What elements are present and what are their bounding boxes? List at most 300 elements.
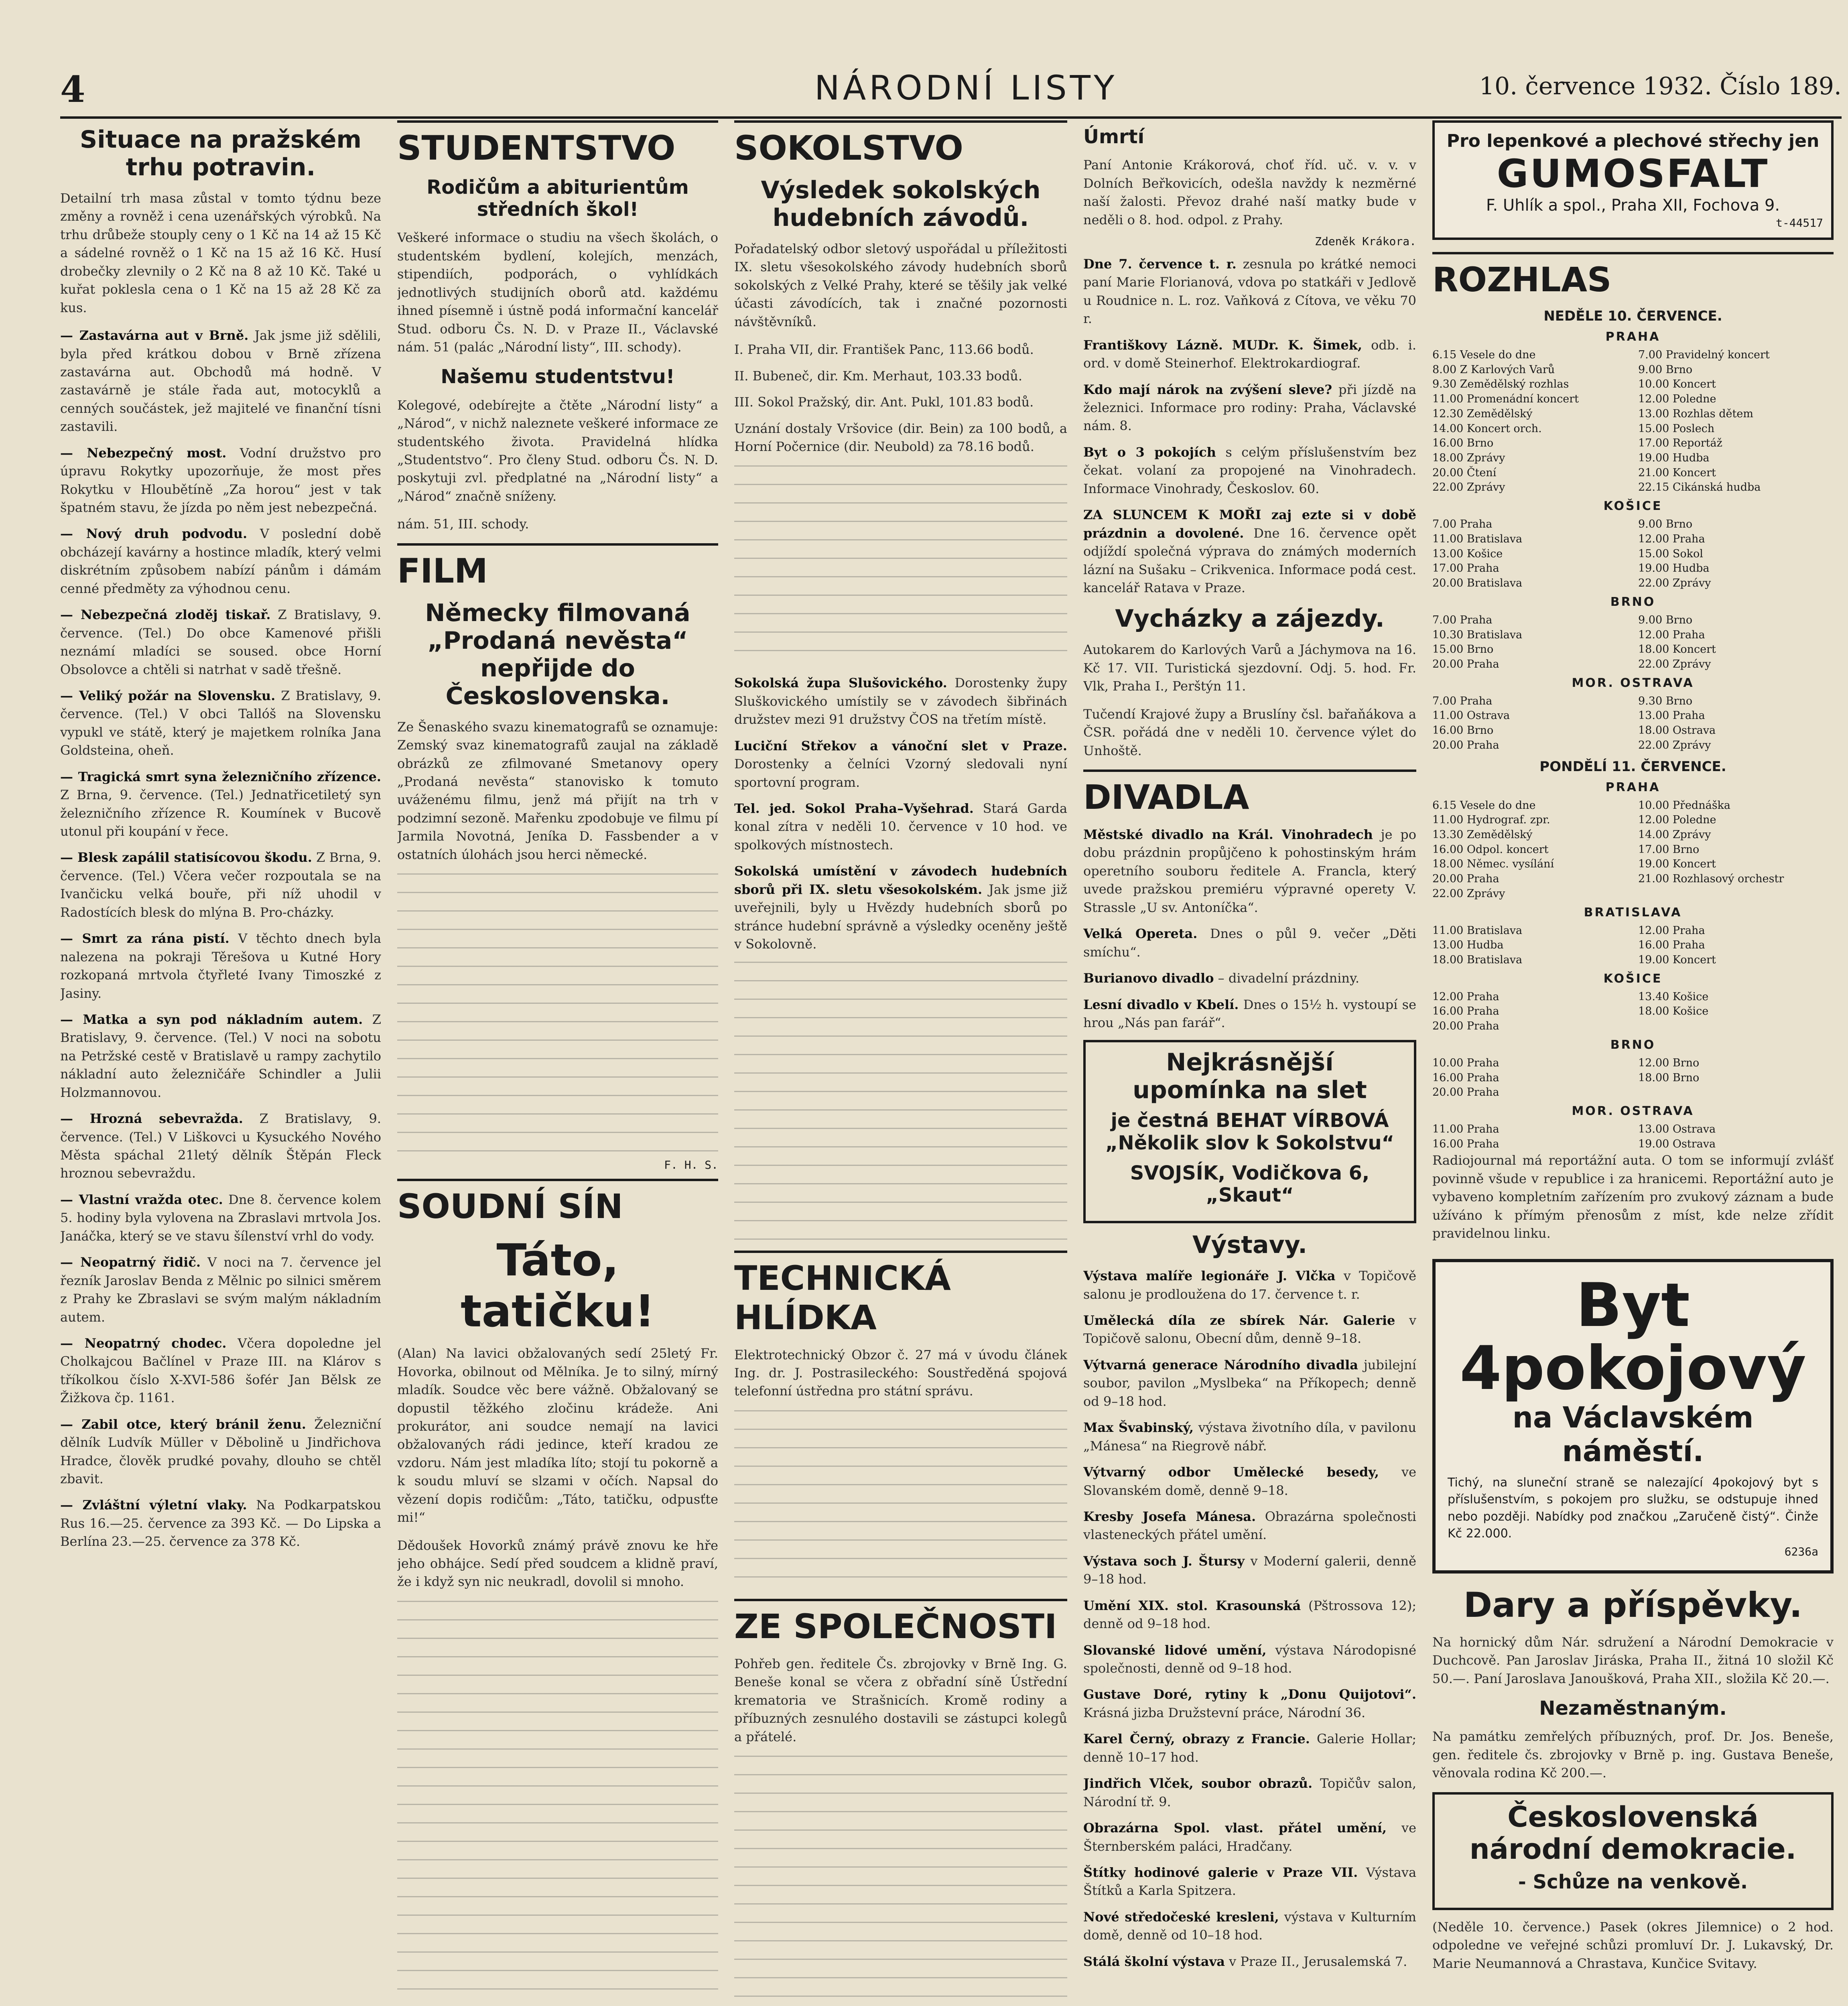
radio-schedule-line: 15.00 Poslech (1638, 422, 1715, 435)
sokol-items (734, 674, 1067, 953)
radio-schedule-line: 16.00 Odpol. koncert (1432, 843, 1549, 856)
radio-schedule-line: 11.00 Ostrava (1432, 709, 1510, 722)
news-item-text: Dorostenky župy Sluškovického umístily se v závodech šibřinách družstev mezi 91 družstvy ČOS na třetím místě. (734, 675, 1067, 727)
radio-schedule-line: 17.00 Reportáž (1638, 437, 1722, 450)
article-body-nezamestnanym: Na památku zemřelých příbuzných, prof. Dr. Jos. Beneše, gen. ředitele čs. zbrojovky v Brně p. ing. Gustava Beneše, věnovala rodina Kč 200.—. (1432, 1729, 1834, 1781)
radio-schedule-line: 7.00 Praha (1432, 613, 1493, 626)
radio-schedule-line: 20.00 Praha (1432, 1086, 1499, 1099)
radio-schedule-line: 7.00 Praha (1432, 518, 1493, 531)
article-body-abiturienti: Veškeré informace o studiu na všech školách, o studentském bydlení, kolejích, menzách, stipendiích, podporách, o vyhlídkách jednotlivých studijních oborů atd. každému ihned písemně i ústně podá informační kancelář Stud. odboru Čs. N. D. v Praze II., Václavské nám. 51 (palác „Národní listy“, III. schody). (397, 230, 718, 355)
radio-schedule-line: 14.00 Koncert orch. (1432, 422, 1542, 435)
news-item-text: výstava životního díla, v pavilonu „Mánesa“ na Riegrově nábř. (1083, 1420, 1416, 1454)
news-item-head: Nové středočeské kresleni, (1083, 1909, 1279, 1925)
news-item (1083, 1356, 1416, 1411)
radio-schedule-line: 11.00 Bratislava (1432, 532, 1523, 545)
ad-code: t-44517 (1775, 216, 1823, 229)
radio-schedule-line: 22.00 Zprávy (1638, 739, 1711, 751)
news-item (60, 444, 381, 517)
news-item-text: V těchto dnech byla nalezena na pokraji Těrešova u Kutné Hory rozkopaná mrtvola čtyřleté Ivany Timoszké z Jasiny. (60, 931, 381, 1001)
radio-schedule (1432, 694, 1834, 753)
news-item-head: ZA SLUNCEM K MOŘI zaj ezte si v době prázdnin a dovolené. (1083, 507, 1416, 541)
exhibition-items (1083, 1267, 1416, 1971)
section-title-soudni-sin: SOUDNÍ SÍN (397, 1179, 718, 1226)
news-item-head: Byt o 3 pokojích (1083, 444, 1216, 460)
radio-schedule-line: 16.00 Praha (1638, 939, 1705, 952)
section-title-vystavy: Výstavy. (1192, 1231, 1307, 1259)
news-item-text: Galerie Hollar; denně 10–17 hod. (1083, 1731, 1416, 1765)
radio-schedule-line: 19.00 Hudba (1638, 452, 1710, 465)
article-body-society: Pohřeb gen. ředitele Čs. zbrojovky v Brně Ing. G. Beneše konal se včera z obřadní síně Ústřední krematoria ve Strašnicích. Kromě rodiny a příbuzných zesnulého dostavili se zástupci kolegů a přátelé. (734, 1656, 1067, 1744)
radio-schedule-line: 18.00 Němec. vysílání (1432, 858, 1554, 871)
article-body-studentstvu: Kolegové, odebírejte a čtěte „Národní listy“ a „Národ“, v nichž naleznete veškeré informace ze studentského života. Pravidelná hlídka „Studentstvo“. Pro členy Stud. odboru Čs. N. D. poskytuji zvl. předplatné na „Národní listy“ a „Národ“ značně sníženy. (397, 397, 718, 504)
article-body-court: (Alan) Na lavici obžalovaných sedí 25letý Fr. Hovorka, obilnout od Mělníka. Je to silný, mírný mladík. Soudce věc bere vážně. Obžalovaný se dopustil těžkého zločinu krádeže. Ani prokurátor, ani soudce nemají na lavici obžalovaných rádi jedince, kteří kradou ze vzdoru. Nám jest mladíka líto; stojí tu pokorně a k soudu mluví se slzami v očích. Napsal do vězení dopis rodičům: „Táto, tatičku, odpusťte mi!“ (397, 1346, 718, 1525)
dateline: 10. července 1932. Číslo 189. (1479, 72, 1842, 100)
column-5 (1432, 120, 1834, 2006)
news-item (1083, 506, 1416, 597)
news-item-head: — Tragická smrt syna železničního zřízence. (60, 769, 381, 784)
radio-station-name: MOR. OSTRAVA (1572, 676, 1694, 690)
news-item-text: – divadelní prázdniny. (1218, 971, 1360, 986)
section-title-divadla: DIVADLA (1083, 770, 1416, 817)
news-item (734, 862, 1067, 953)
radio-schedule-line: 11.00 Hydrograf. zpr. (1432, 814, 1550, 826)
news-item-head: — Nový druh podvodu. (60, 526, 248, 542)
news-item-head: Stálá školní výstava (1083, 1953, 1225, 1969)
ad-subtitle: na Václavském náměstí. (1512, 1400, 1754, 1468)
news-item-head: Kdo mají nárok na zvýšení sleve? (1083, 382, 1332, 397)
radio-schedule-line: 7.00 Pravidelný koncert (1638, 349, 1770, 361)
radio-schedule-line: 15.00 Sokol (1638, 547, 1703, 560)
radio-schedule (1432, 1122, 1834, 1151)
upominka-shop: SVOJSÍK, Vodičkova 6, „Skaut“ (1130, 1161, 1370, 1206)
news-item-head: — Hrozná sebevražda. (60, 1111, 243, 1127)
radio-schedule-line: 15.00 Brno (1432, 643, 1494, 656)
news-item-head: Městské divadlo na Král. Vinohradech (1083, 827, 1373, 842)
radio-schedule (1432, 1056, 1834, 1100)
radio-schedule-line: 21.00 Koncert (1638, 466, 1716, 479)
radio-schedule-line: 20.00 Čtení (1432, 466, 1497, 479)
news-item-head: — Nebezpečný most. (60, 445, 227, 461)
news-item (60, 525, 381, 598)
news-item-head: Výstava malíře legionáře J. Vlčka (1083, 1268, 1336, 1284)
radio-schedule-line: 12.00 Praha (1432, 990, 1499, 1003)
news-item (1083, 381, 1416, 435)
radio-schedule-line: 12.30 Zemědělský (1432, 407, 1533, 420)
article-body-dary: Na hornický dům Nár. sdružení a Národní Demokracie v Duchcově. Pan Jaroslav Jiráska, Praha II., žitná 10 složil Kč 50.—. Paní Jaroslava Janoušková, Praha XII., složila Kč 20.—. (1432, 1634, 1834, 1686)
upominka-sub: je čestná BEHAT VÍRBOVÁ „Několik slov k Sokolstvu“ (1105, 1109, 1395, 1154)
news-item (1083, 336, 1416, 373)
news-item-text: Obrazárna společnosti vlasteneckých přátel umění. (1083, 1509, 1416, 1543)
news-item-head: — Blesk zapálil statisícovou škodu. (60, 850, 312, 865)
section-title-nezamestnanym: Nezaměstnaným. (1539, 1697, 1727, 1720)
article-body-tech: Elektrotechnický Obzor č. 27 má v úvodu článek Ing. dr. J. Postrasileckého: Soustředěná spojová telefonní ústředna pro státní správu. (734, 1347, 1067, 1399)
news-item (1083, 826, 1416, 917)
radio-schedule-line: 9.00 Brno (1638, 518, 1693, 531)
radio-schedule-line: 20.00 Praha (1432, 739, 1499, 751)
ad-line: F. Uhlík a spol., Praha XII, Fochova 9. (1486, 196, 1780, 215)
article-title-abiturienti: Rodičům a abiturientům středních škol! (426, 176, 689, 221)
section-title-sokolstvo: SOKOLSTVO (734, 120, 1067, 168)
result-line: III. Sokol Pražský, dir. Ant. Pukl, 101.83 bodů. (734, 394, 1034, 410)
article-body-vychazky-2: Tučendí Krajové župy a Bruslíny čsl. bařaňákova a ČSR. pořádá dne v neděli 10. července výlet do Unhoště. (1083, 706, 1416, 758)
news-item-head: Umělecká díla ze sbírek Nár. Galerie (1083, 1313, 1395, 1328)
news-item (60, 849, 381, 922)
radio-schedule-line: 14.00 Zprávy (1638, 828, 1711, 841)
radio-schedule-line: 18.00 Bratislava (1432, 954, 1523, 966)
news-item-text: Z Bratislavy, 9. července. (Tel.) Do obce Kamenové přišli neznámí mladíci se soused. obce Horní Obsolovce a chtěli si natrhat v sadě třešně. (60, 607, 381, 677)
notice-umrti: Paní Antonie Krákorová, choť říd. uč. v. v. v Dolních Beřkovicích, odešla navždy k nezměrné naší žalosti. Převoz drahé naší matky bude v neděli o 8. hod. odpol. z Prahy. (1083, 157, 1416, 227)
news-item-text: je po dobu prázdnin propůjčeno k pohostinským hrám operetního souboru ředitele A. Francla, který uvede pražskou premiéru výpravné operety V. Strassle „U sv. Antoníčka“. (1083, 827, 1416, 915)
news-item-text: Dorostenky a čelníci Vzorný sledovali nyní sportovní program. (734, 756, 1067, 790)
ad-code: 6236a (1784, 1545, 1818, 1559)
masthead: NÁRODNÍ LISTY (814, 68, 1118, 108)
news-item (1083, 1463, 1416, 1500)
radio-schedule-line: 6.15 Vesele do dne (1432, 349, 1536, 361)
news-item (1083, 1597, 1416, 1633)
radio-schedule-line: 21.00 Rozhlasový orchestr (1638, 873, 1784, 885)
radio-schedule-line: 16.00 Praha (1432, 1071, 1499, 1084)
news-item-head: — Zvláštní výletní vlaky. (60, 1497, 247, 1513)
news-item (1083, 255, 1416, 328)
news-item-text: výstava v Kulturním domě, denně od 10–18 hod. (1083, 1909, 1416, 1943)
news-item-head: — Neopatrný řidič. (60, 1255, 201, 1270)
news-item-head: Výstava soch J. Štursy (1083, 1553, 1245, 1569)
text-block (397, 873, 718, 1154)
radio-schedule-line: 18.00 Brno (1638, 1071, 1700, 1084)
news-item-head: Sokolská župa Slušovického. (734, 675, 947, 691)
radio-schedule-line: 18.00 Košice (1638, 1005, 1709, 1018)
news-item (1083, 1267, 1416, 1303)
radio-schedule-line: 9.00 Brno (1638, 363, 1693, 376)
radio-schedule (1432, 613, 1834, 672)
ad-title: Byt 4pokojový (1460, 1270, 1806, 1404)
news-item-text: v Praze II., Jerusalemská 7. (1229, 1953, 1407, 1969)
radio-schedule-line: 20.00 Praha (1432, 1020, 1499, 1033)
news-item-text: v Topičově salonu je prodloužena do 17. července t. r. (1083, 1268, 1416, 1302)
radio-schedule-line: 17.00 Brno (1638, 843, 1700, 856)
radio-schedule-line: 19.00 Ostrava (1638, 1137, 1716, 1150)
news-item-text: Topičův salon, Národní tř. 9. (1083, 1776, 1416, 1809)
news-item (1083, 1508, 1416, 1544)
radio-schedule-line: 18.00 Zprávy (1432, 452, 1505, 465)
news-item (1083, 1953, 1416, 1971)
news-item (1083, 1908, 1416, 1945)
radio-schedule-line: 16.00 Brno (1432, 724, 1494, 737)
article-title-tatičku: Táto, tatičku! (461, 1234, 655, 1337)
radio-schedule-line: 10.00 Koncert (1638, 378, 1716, 391)
news-item (1083, 1641, 1416, 1678)
text-block (734, 1410, 1067, 1591)
news-item-text: v Moderní galerii, denně 9–18 hod. (1083, 1553, 1416, 1587)
party-title: Československá národní demokracie. (1469, 1800, 1797, 1866)
news-item-head: Obrazárna Spol. vlast. přátel umění, (1083, 1820, 1387, 1836)
news-item (734, 800, 1067, 854)
text-block (734, 962, 1067, 1243)
news-item-text: Krásná jizba Družstevní práce, Národní 36. (1083, 1705, 1366, 1720)
radio-station-name: KOŠICE (1603, 499, 1663, 514)
radio-station-name: BRATISLAVA (1584, 905, 1682, 920)
news-item-text: V poslední době obcházejí kavárny a hostince mladík, který velmi diskrétním způsobem nabízí pánům i dámám cenné předměty za výhodnou cenu. (60, 526, 381, 596)
news-item-head: Max Švabinský, (1083, 1420, 1194, 1435)
news-item-text: Jak jsme již sdělili, byla před krátkou dobou v Brně zřízena zastavárna aut. Obchodů má hodně. V zastavárně je stále řada aut, motocyklů a cenných součástek, jež majitelé ve finanční tísni zastavili. (60, 328, 381, 434)
news-item (60, 687, 381, 760)
news-item-text: ve Slovanském domě, denně 9–18. (1083, 1464, 1416, 1498)
upominka-title: Nejkrásnější upomínka na slet (1133, 1048, 1367, 1105)
news-items (60, 327, 381, 1488)
page-header (60, 64, 1842, 119)
news-item (60, 1415, 381, 1488)
radio-schedule-line: 9.00 Brno (1638, 613, 1693, 626)
news-item (60, 930, 381, 1003)
section-title-ze-spolecnosti: ZE SPOLEČNOSTI (734, 1599, 1067, 1646)
news-item (1083, 1685, 1416, 1722)
radio-schedule-line: 12.00 Poledne (1638, 393, 1716, 406)
article-body-party: (Neděle 10. července.) Pasek (okres Jilemnice) o 2 hod. odpoledne ve veřejné schůzi promluví Dr. J. Lukavský, Dr. Marie Neumannová a Chrastava, Kunčice Svitavy. (1432, 1919, 1834, 1971)
news-item-text: při jízdě na železnici. Informace pro rodiny: Praha, Václavské nám. 8. (1083, 382, 1416, 434)
theatre-items (1083, 826, 1416, 1032)
news-item-head: Luciční Střekov a vánoční slet v Praze. (734, 738, 1067, 753)
radio-schedule-line: 13.00 Praha (1638, 709, 1705, 722)
radio-schedule-line: 22.00 Zprávy (1432, 887, 1505, 900)
radio-schedule-line: 13.40 Košice (1638, 990, 1709, 1003)
radio-schedule-line: 11.00 Bratislava (1432, 924, 1523, 937)
column-4 (1083, 120, 1416, 2006)
article-address: nám. 51, III. schody. (397, 516, 529, 532)
radio-schedule-line: 13.30 Zemědělský (1432, 828, 1533, 841)
section-title-dary: Dary a příspěvky. (1463, 1585, 1803, 1626)
text-block (397, 1601, 718, 2006)
radio-schedule-line: 10.00 Přednáška (1638, 799, 1731, 812)
radio-station-name: BRNO (1610, 1038, 1656, 1052)
text-block (734, 465, 1067, 666)
radio-schedule-line: 19.00 Koncert (1638, 954, 1716, 966)
radio-schedule (1432, 798, 1834, 901)
news-item-head: — Zastavárna aut v Brně. (60, 328, 249, 343)
news-item-head: Burianovo divadlo (1083, 971, 1214, 986)
ad-brand: GUMOSFALT (1497, 151, 1769, 196)
news-item-head: Tel. jed. Sokol Praha–Vyšehrad. (734, 801, 974, 816)
news-item (60, 327, 381, 436)
news-item-text: Výstava Štítků a Karla Spitzera. (1083, 1864, 1416, 1898)
section-title-film: FILM (397, 543, 718, 591)
news-item-head: — Nebezpečná zloděj tiskař. (60, 607, 271, 623)
news-item-text: ve Šternberském paláci, Hradčany. (1083, 1820, 1416, 1854)
radio-schedule-line: 13.00 Rozhlas dětem (1638, 407, 1753, 420)
article-title-film: Německy filmovaná „Prodaná nevěsta“ nepřijde do Československa. (425, 599, 690, 710)
news-item-text: Z Bratislavy, 9. července. (Tel.) V obci Tallóš na Slovensku vypukl ve státě, který je majetkem rolníka Jana Goldsteina, oheň. (60, 688, 381, 758)
news-item-head: Lesní divadlo v Kbelí. (1083, 997, 1239, 1012)
radio-schedule-line: 8.00 Z Karlových Varů (1432, 363, 1555, 376)
news-item (1083, 1730, 1416, 1766)
radio-schedule-line: 16.00 Praha (1432, 1005, 1499, 1018)
section-title-rozhlas: ROZHLAS (1432, 252, 1834, 299)
section-title-studentstvo: STUDENTSTVO (397, 120, 718, 168)
radio-schedule-line: 11.00 Praha (1432, 1123, 1499, 1136)
radio-schedule-line: 12.00 Brno (1638, 1056, 1700, 1069)
ad-line: Pro lepenkové a plechové střechy jen (1446, 131, 1820, 151)
radio-schedule-line: 22.15 Cikánská hudba (1638, 481, 1761, 494)
news-item-text: zesnula po krátké nemoci paní Marie Florianová, vdova po statkáři v Jedlově u Roudnice n. L. roz. Vaňková z Cítova, ve věku 70 r. (1083, 256, 1416, 327)
radio-schedule-line: 22.00 Zprávy (1638, 658, 1711, 670)
news-item-text: Z Bratislavy, 9. července. (Tel.) V noci na sobotu na Petržské cestě v Bratislavě u rampy zachytilo nákladní auto železničáře Schindler a Julii Holzmannovou. (60, 1011, 381, 1100)
news-item (1083, 1819, 1416, 1856)
column-2 (397, 120, 718, 2006)
notice-items (1083, 255, 1416, 597)
article-title-market: Situace na pražském trhu potravin. (79, 126, 362, 181)
news-item-text: odb. i. ord. v domě Steinerhof. Elektrokardiograf. (1083, 337, 1416, 371)
news-item-text: Dnes o 15½ h. vystoupí se hrou „Nás pan farář“. (1083, 997, 1416, 1030)
news-item (1083, 443, 1416, 498)
news-item-head: Karel Černý, obrazy z Francie. (1083, 1731, 1310, 1747)
radio-schedule-line: 6.15 Vesele do dne (1432, 799, 1536, 812)
news-item-text: Včera dopoledne jel Cholkajcou Bačlínel v Praze III. na Klárov s tříkolkou číslo X-XVI-586 šofér Jan Bělsk ze Žižkova čp. 1161. (60, 1335, 381, 1406)
column-3 (734, 120, 1067, 2006)
news-item-text: Z Brna, 9. července. (Tel.) Jednatřicetiletý syn železničního zřízence R. Koumínek v Bucově utonul při koupání v řece. (60, 787, 381, 839)
news-item-text: Vodní družstvo pro úpravu Rokytky upozorňuje, že most přes Rokytku v Hloubětíně „Za horou“ jest v tak špatném stavu, že jízda po něm jest nebezpečná. (60, 445, 381, 515)
news-item-text: Dnes o půl 9. večer „Děti smíchu“. (1083, 926, 1416, 960)
news-item-text: s celým příslušenstvím bez čekat. volaní za propojené na Vinohradech. Informace Vinohrady, Českoslov. 60. (1083, 444, 1416, 496)
radio-schedule-line: 16.00 Brno (1432, 437, 1494, 450)
article-body-sokol-2: Uznání dostaly Vršovice (dir. Bein) za 100 bodů, a Horní Počernice (dir. Neubold) za 78.16 bodů. (734, 420, 1067, 454)
ad-gumosfalt (1432, 120, 1834, 240)
news-item-head: — Veliký požár na Slovensku. (60, 688, 276, 703)
news-item (60, 1011, 381, 1102)
news-item-head: Umění XIX. stol. Krasounská (1083, 1598, 1301, 1613)
article-body-market: Detailní trh masa zůstal v tomto týdnu beze změny a rovněž i cena uzenářských výrobků. Na trhu drůbeže stouply ceny o 1 Kč na 14 až 15 Kč a sádelné rovněž o 1 Kč na 15 až 16 Kč. Husí drobečky zlevnily o 2 Kč na 8 až 10 Kč. Také u kuřat poklesla cena o 1 Kč na 15 až 28 Kč za kus. (60, 191, 381, 315)
news-item (1083, 1419, 1416, 1455)
radio-schedule-line: 19.00 Koncert (1638, 858, 1716, 871)
news-item-head: Slovanské lidové umění, (1083, 1642, 1267, 1658)
notice-signature: Zdeněk Krákora. (1315, 234, 1416, 248)
text-block (734, 1756, 1067, 2006)
news-item (60, 768, 381, 841)
radio-schedule (1432, 990, 1834, 1034)
news-item-trains (60, 1496, 381, 1551)
radio-day: PONDĚLÍ 11. ČERVENCE. (1539, 758, 1726, 775)
news-item-head: — Matka a syn pod nákladním autem. (60, 1011, 363, 1027)
section-title-umrti: Úmrtí (1083, 126, 1145, 148)
radio-schedule-line: 22.00 Zprávy (1432, 481, 1505, 494)
radio-schedule-line: 10.30 Bratislava (1432, 628, 1523, 641)
news-item-text: výstava Národopisné společnosti, denně od 9–18 hod. (1083, 1642, 1416, 1676)
news-item-head: Kresby Josefa Mánesa. (1083, 1509, 1256, 1524)
news-item-head: Výtvarná generace Národního divadla (1083, 1357, 1358, 1373)
column-1 (60, 120, 381, 2006)
radio-schedule-line: 20.00 Bratislava (1432, 577, 1523, 590)
news-item-head: Gustave Doré, rytiny k „Donu Quijotovi“. (1083, 1687, 1416, 1702)
news-item-head: Velká Opereta. (1083, 926, 1198, 942)
news-item (1083, 925, 1416, 961)
news-item (1083, 996, 1416, 1032)
radio-schedule-line: 20.00 Praha (1432, 873, 1499, 885)
news-item (1083, 1312, 1416, 1348)
section-title-technicka-hlidka: TECHNICKÁ HLÍDKA (734, 1251, 1067, 1337)
article-body-film: Ze Šenaského svazu kinematografů se oznamuje: Zemský svaz kinematografů zaujal na základě obrázků ze zfilmované Smetanovy opery „Prodaná nevěsta“ stanovisko k tomuto uváženému filmu, jenž má přijít na trh v podzimní sezoně. Mařenku zpodobuje ve filmu pí Jarmila Novotná, Jeníka D. Fassbender a v ostatních úlohách jsou herci německé. (397, 719, 718, 862)
radio-schedule-line: 12.00 Praha (1638, 924, 1705, 937)
news-item-head: Jindřich Vlček, soubor obrazů. (1083, 1776, 1313, 1791)
section-title-vychazky: Vycházky a zájezdy. (1115, 605, 1385, 633)
radio-schedule-line: 13.00 Hudba (1432, 939, 1504, 952)
radio-schedule-line: 16.00 Praha (1432, 1137, 1499, 1150)
news-item-head: Štítky hodinové galerie v Praze VII. (1083, 1864, 1358, 1880)
radio-schedule-line: 9.30 Zemědělský rozhlas (1432, 378, 1569, 391)
ad-text: Tichý, na sluneční straně se nalezající 4pokojový byt s příslušenstvím, s pokojem pro služku, se odstupuje ihned nebo později. Nabídky pod značkou „Zaručeně čistý“. Činže Kč 22.000. (1448, 1475, 1818, 1541)
radio-programme-monday (1432, 780, 1834, 1152)
news-item-head: Dne 7. července t. r. (1083, 256, 1237, 272)
radio-station-name: KOŠICE (1603, 971, 1663, 986)
news-item-head: Výtvarný odbor Umělecké besedy, (1083, 1464, 1379, 1480)
article-body-sokol: Pořadatelský odbor sletový uspořádal u příležitosti IX. sletu všesokolského závody hudebních sborů sokolských z Velké Prahy, které se těšily jak velké účasti závodících, tak i značné pozornosti návštěvníků. (734, 241, 1067, 329)
article-title-studentstvu: Našemu studentstvu! (441, 365, 675, 388)
news-item (60, 606, 381, 679)
upominka-box (1083, 1040, 1416, 1223)
radio-schedule-line: 13.00 Ostrava (1638, 1123, 1716, 1136)
article-title-sokol: Výsledek sokolských hudebních závodů. (761, 176, 1041, 232)
ad-byt (1432, 1259, 1834, 1574)
news-item (60, 1253, 381, 1326)
article-signature: F. H. S. (664, 1158, 718, 1172)
party-subtitle: - Schůze na venkově. (1518, 1870, 1748, 1893)
radio-schedule-line: 20.00 Praha (1432, 658, 1499, 670)
news-item-text: Železniční dělník Ludvík Müller v Děbolině u Jindřichova Hradce, člověk prudké povahy, dlouho se chtěl zbavit. (60, 1416, 381, 1486)
page-number: 4 (60, 68, 85, 111)
radio-schedule (1432, 517, 1834, 591)
news-item (60, 1110, 381, 1183)
news-item-head: Sokolská umístění v závodech hudebních sborů při IX. sletu všesokolském. (734, 863, 1067, 897)
news-item (734, 674, 1067, 729)
radio-schedule-line: 9.30 Brno (1638, 694, 1693, 707)
news-item (60, 1191, 381, 1245)
radio-station-name: MOR. OSTRAVA (1572, 1104, 1694, 1119)
radio-schedule-line: 10.00 Praha (1432, 1056, 1499, 1069)
radio-schedule-line: 18.00 Koncert (1638, 643, 1716, 656)
news-item (1083, 1552, 1416, 1589)
radio-schedule-line: 19.00 Hudba (1638, 562, 1710, 575)
news-item-head: — Zabil otce, který bránil ženu. (60, 1416, 306, 1432)
radio-schedule-line: 12.00 Poledne (1638, 814, 1716, 826)
article-body-reportaz: Radiojournal má reportážní auta. O tom se informují zvlášť povinně všude v republice i za hranicemi. Reportážní auto je vybaveno kompletním zařízením pro zvukový záznam a bude užíváno k přímým přenosům z míst, kde nelze zřídit pravidelnou linku. (1432, 1153, 1834, 1241)
news-item-head: Františkovy Lázně. MUDr. K. Šimek, (1083, 337, 1362, 353)
news-item-head: — Neopatrný chodec. (60, 1335, 227, 1351)
radio-day: NEDĚLE 10. ČERVENCE. (1543, 308, 1722, 324)
article-body-vychazky: Autokarem do Karlových Varů a Jáchymova na 16. Kč 17. VII. Turistická sjezdovní. Odj. 5. hod. Fr. Vlk, Praha I., Perštýn 11. (1083, 642, 1416, 694)
radio-schedule-line: 7.00 Praha (1432, 694, 1493, 707)
radio-schedule (1432, 924, 1834, 968)
radio-schedule-line: 22.00 Zprávy (1638, 577, 1711, 590)
radio-station-name: PRAHA (1605, 780, 1661, 794)
news-item-text: V noci na 7. července jel řezník Jaroslav Benda z Mělnic po silnici směrem z Prahy ke Zbraslavi se svým malým nákladním autem. (60, 1255, 381, 1325)
radio-station-name: BRNO (1610, 595, 1656, 609)
news-item-text: jubilejní soubor, pavilon „Myslbeka“ na Příkopech; denně od 9–18 hod. (1083, 1357, 1416, 1409)
news-item-head: — Smrt za rána pistí. (60, 931, 229, 946)
news-item-text: Jak jsme již uveřejnili, byly u Hvězdy hudebních sborů po stránce hudební správně a výsledky oceněny ještě v Sokolovně. (734, 881, 1067, 952)
radio-schedule-line: 11.00 Promenádní koncert (1432, 393, 1579, 406)
radio-schedule-line: 12.00 Praha (1638, 628, 1705, 641)
news-item-head: — Vlastní vražda otec. (60, 1192, 223, 1207)
news-item (1083, 1775, 1416, 1811)
news-item (1083, 1864, 1416, 1900)
news-item (1083, 969, 1416, 987)
news-item-text: Dne 16. července opět odjíždí společná výprava do známých moderních lázní na Sušaku – Crikvenica. Informace podá cest. kancelář Ratava v Praze. (1083, 525, 1416, 595)
news-item-text: (Pštrossova 12); denně od 9–18 hod. (1083, 1598, 1416, 1632)
radio-station-name: PRAHA (1605, 330, 1661, 344)
news-item (60, 1334, 381, 1407)
radio-schedule-line: 18.00 Ostrava (1638, 724, 1716, 737)
party-box (1432, 1792, 1834, 1910)
news-item-text: v Topičově salonu, Obecní dům, denně 9–18. (1083, 1313, 1416, 1346)
radio-schedule-line: 12.00 Praha (1638, 532, 1705, 545)
news-item-text: Na Podkarpatskou Rus 16.—25. července za 393 Kč. — Do Lipska a Berlína 23.—25. července za 378 Kč. (60, 1497, 381, 1549)
